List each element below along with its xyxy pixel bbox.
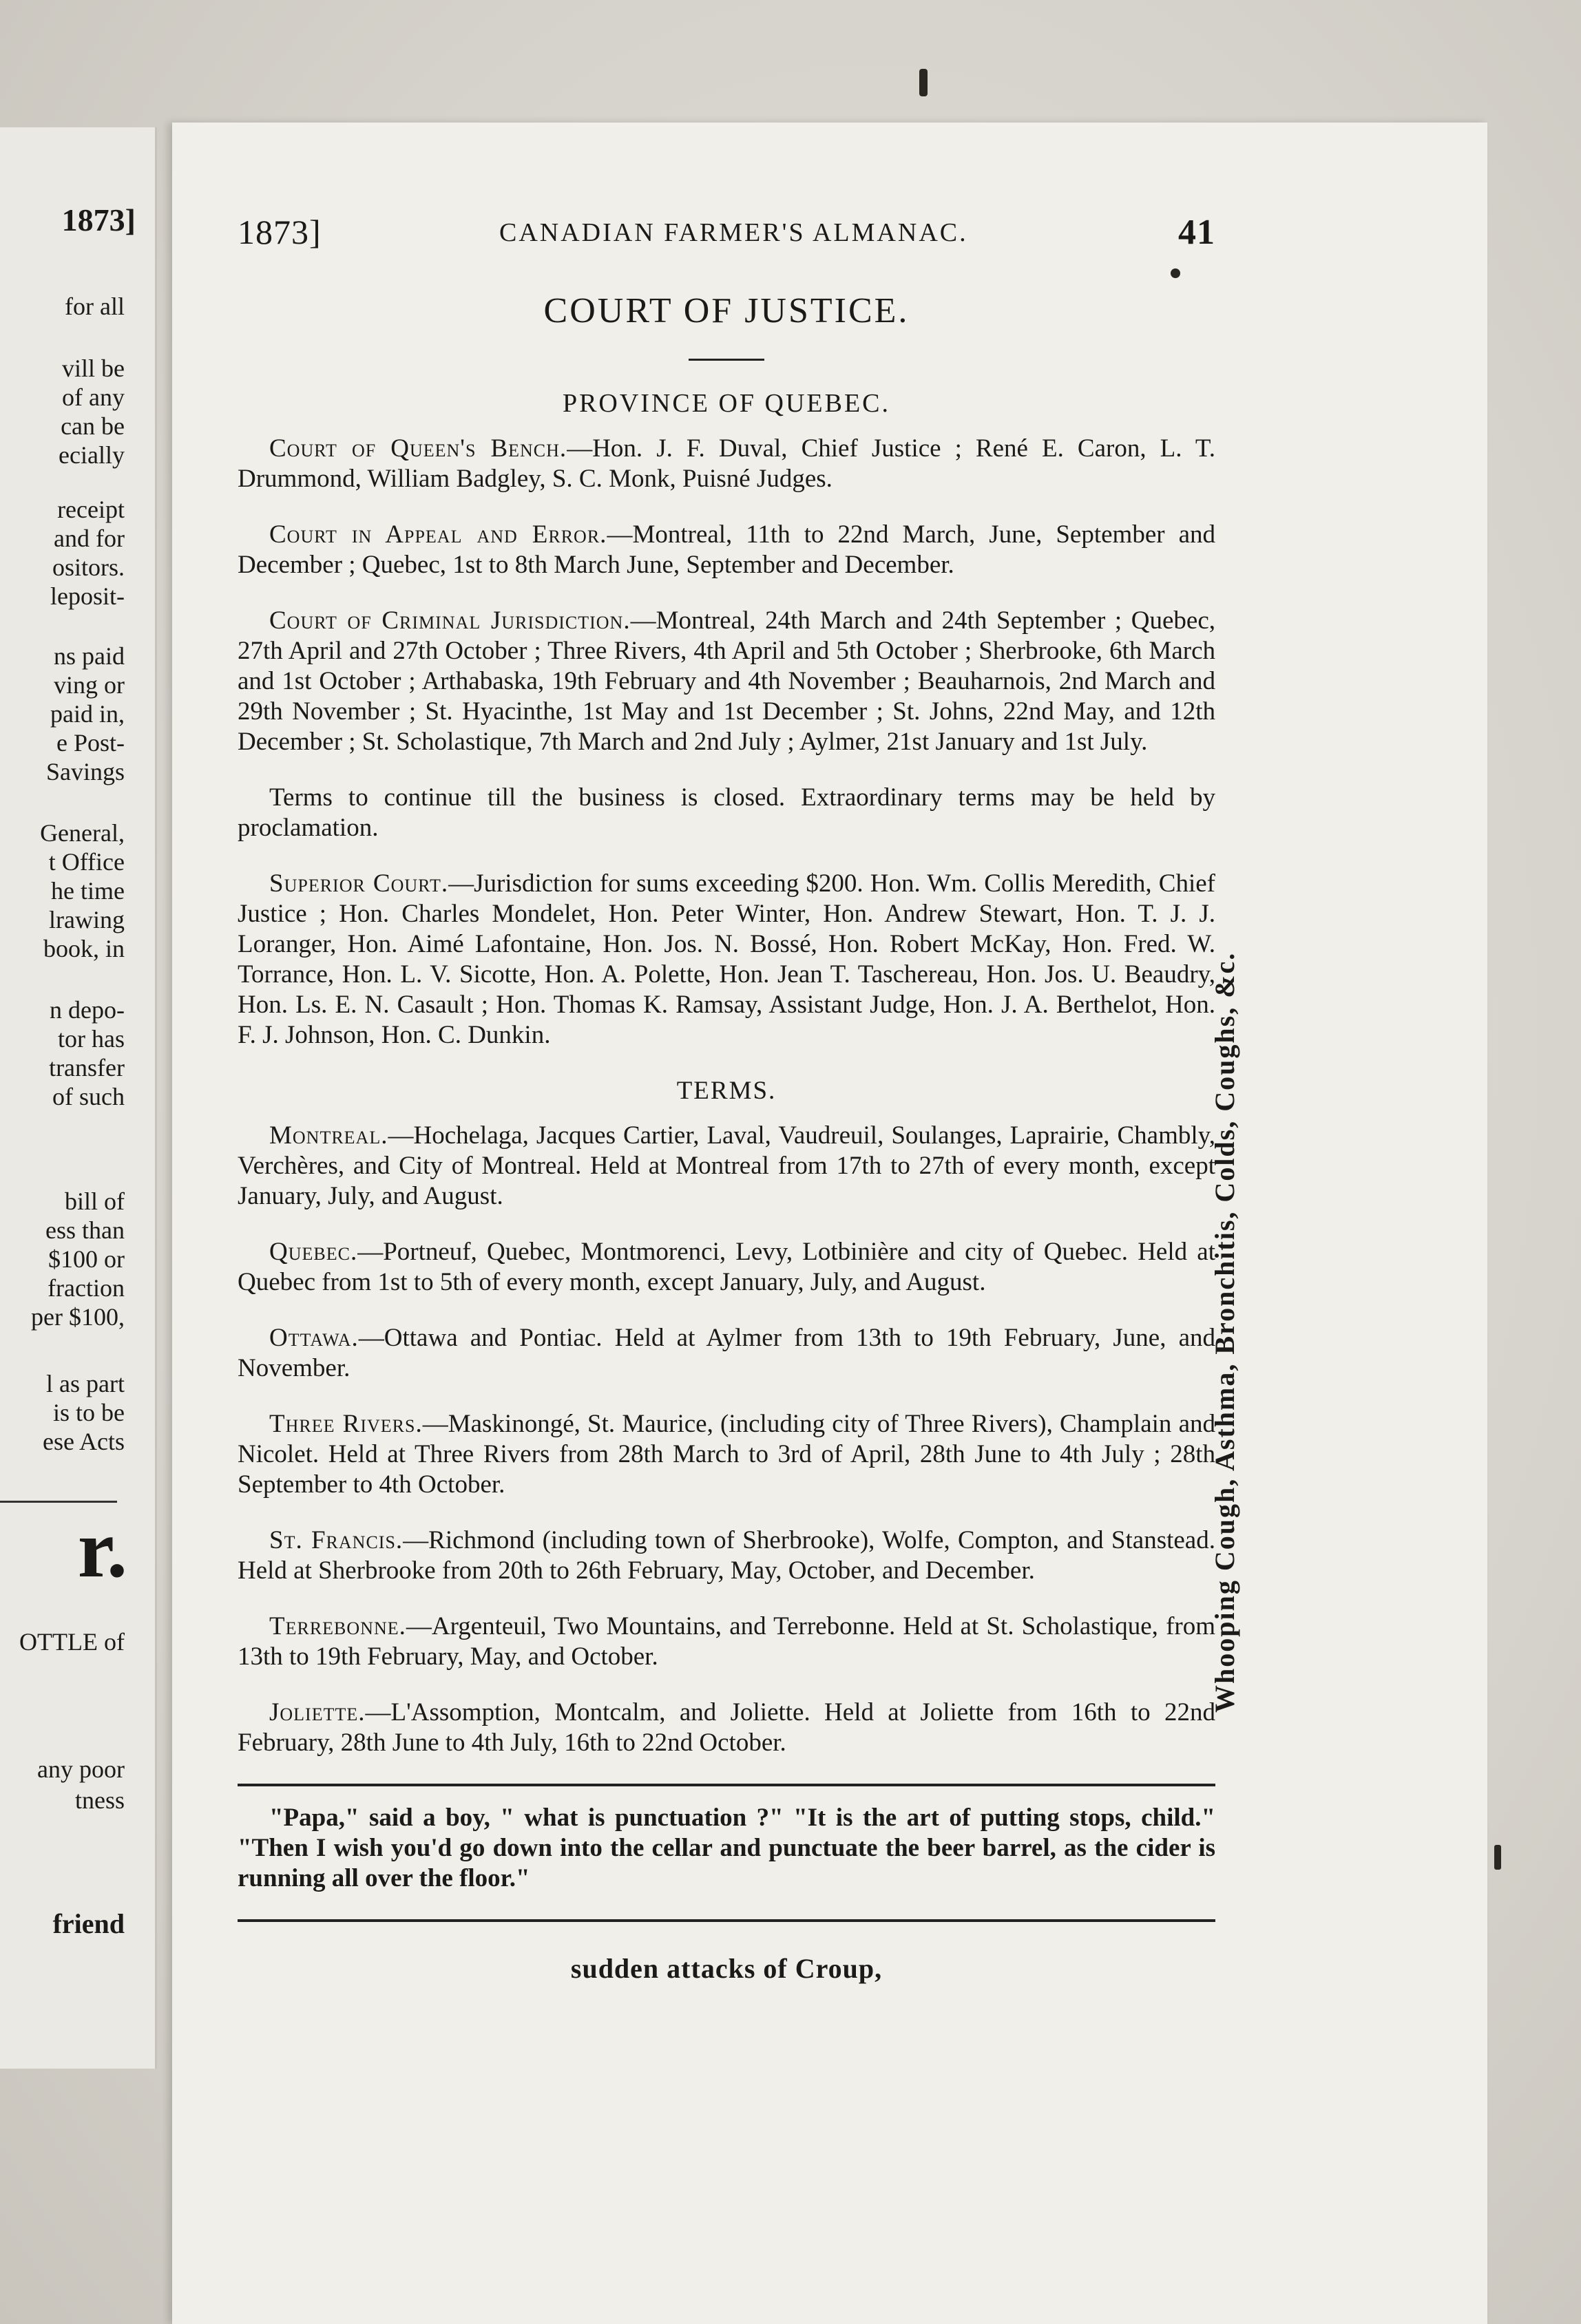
left-page-line: ecially xyxy=(59,441,125,469)
left-page-line: he time xyxy=(51,877,125,905)
court-text: —Montreal, 24th March and 24th September ; Quebec, 27th April and 27th October ; Three Rivers, 4th April and 5th October ; Sherbrooke, 6th March and 1st October ; Arthabaska, 19th February and 4th November ; Beauharnois, 2nd March and 29th November ; St. Hyacinthe, 1st May and 1st December ; St. Johns, 22nd May, and 12th December ; St. Scholastique, 7th March and 2nd July ; Aylmer, 21st January and 1st July. xyxy=(238,606,1215,756)
left-page-line: General, xyxy=(40,819,125,847)
left-page-line: ess than xyxy=(45,1216,125,1244)
term-entry-joliette xyxy=(238,1698,1215,1758)
page-content xyxy=(238,212,1215,1985)
term-text: —L'Assomption, Montcalm, and Joliette. Held at Joliette from 16th to 22nd February, 28th June to 4th July, 16th to 22nd October. xyxy=(238,1698,1215,1757)
advert-bottom-line: sudden attacks of Croup, xyxy=(570,1953,883,1984)
header-year: 1873] xyxy=(238,213,322,251)
superior-lead: Superior Court. xyxy=(269,869,449,898)
left-page-line: lrawing xyxy=(49,906,125,933)
left-page-fragment xyxy=(0,127,157,2069)
section-rule xyxy=(238,1784,1215,1786)
superior-text: —Jurisdiction for sums exceeding $200. Hon. Wm. Collis Meredith, Chief Justice ; Hon. Charles Mondelet, Hon. Peter Winter, Hon. Andrew Stewart, Hon. T. J. J. Loranger, Hon. Aimé Lafontaine, Hon. Jos. N. Bossé, Hon. Robert McKay, Hon. Fred. W. Torrance, Hon. L. V. Sicotte, Hon. A. Polette, Hon. Jean T. Taschereau, Hon. Jos. U. Beaudry, Hon. Ls. E. N. Casault ; Hon. Thomas K. Ramsay, Assistant Judge, Hon. J. A. Berthelot, Hon. F. J. Johnson, Hon. C. Dunkin. xyxy=(238,869,1215,1049)
left-page-line: is to be xyxy=(53,1399,125,1426)
left-poor-line-1: any poor xyxy=(37,1755,125,1783)
left-page-header: 1873] xyxy=(61,202,136,237)
header-title: CANADIAN FARMER'S ALMANAC. xyxy=(499,218,968,247)
left-page-line: fraction xyxy=(48,1274,125,1302)
left-page-line: book, in xyxy=(43,935,125,962)
left-page-line: Savings xyxy=(45,758,125,785)
left-page-line: and for xyxy=(54,525,125,552)
term-text: —Argenteuil, Two Mountains, and Terrebonne. Held at St. Scholastique, from 13th to 19th February, May, and October. xyxy=(238,1612,1215,1671)
term-text: —Portneuf, Quebec, Montmorenci, Levy, Lotbinière and city of Quebec. Held at Quebec from 1st to 5th of every month, except January, July, and August. xyxy=(238,1238,1215,1296)
term-entry-quebec xyxy=(238,1237,1215,1298)
term-text: —Ottawa and Pontiac. Held at Aylmer from 13th to 19th February, June, and November. xyxy=(238,1324,1215,1382)
left-page-line: vill be xyxy=(62,355,125,382)
court-entry-queens-bench xyxy=(238,434,1215,494)
page-number: 41 xyxy=(1178,213,1215,252)
court-lead: Court of Criminal Jurisdiction. xyxy=(269,606,631,635)
left-page-line: n depo- xyxy=(50,996,125,1024)
left-page-line: per $100, xyxy=(31,1303,125,1331)
court-entry-appeal xyxy=(238,520,1215,580)
left-page-line: tor has xyxy=(58,1025,125,1053)
left-page-line: ese Acts xyxy=(43,1428,125,1455)
title-rule xyxy=(689,359,764,361)
advert-rule xyxy=(238,1919,1215,1922)
left-page-line: paid in, xyxy=(50,700,125,728)
scan-blemish xyxy=(919,69,928,96)
court-text: —Hon. J. F. Duval, Chief Justice ; René E. Caron, L. T. Drummond, William Badgley, S. C. Monk, Puisné Judges. xyxy=(238,434,1216,493)
term-entry-montreal xyxy=(238,1121,1215,1212)
court-lead: Court of Queen's Bench. xyxy=(269,434,567,463)
left-page-line: ving or xyxy=(54,671,125,699)
terms-heading: TERMS. xyxy=(676,1077,777,1105)
left-page-line: can be xyxy=(61,412,125,440)
term-entry-ottawa xyxy=(238,1323,1215,1384)
continue-note: Terms to continue till the business is closed. Extraordinary terms may be held by proclamation. xyxy=(238,783,1215,842)
left-page-line: l as part xyxy=(46,1370,125,1397)
term-text: —Richmond (including town of Sherbrooke), Wolfe, Compton, and Stanstead. Held at Sherbrooke from 20th to 26th February, May, October, and December. xyxy=(238,1526,1215,1585)
term-lead: Ottawa. xyxy=(269,1324,359,1352)
scan-blemish xyxy=(1494,1845,1501,1870)
left-page-line: for all xyxy=(65,293,125,320)
left-page-line: ositors. xyxy=(52,553,125,581)
left-page-line: transfer xyxy=(49,1054,125,1081)
term-text: —Maskinongé, St. Maurice, (including city of Three Rivers), Champlain and Nicolet. Held at Three Rivers from 28th March to 3rd of April, 28th June to 4th July ; 28th September to 4th October. xyxy=(238,1410,1215,1499)
left-friend: friend xyxy=(52,1908,125,1939)
term-lead: Three Rivers. xyxy=(269,1410,423,1438)
term-entry-terrebonne xyxy=(238,1612,1215,1672)
running-header xyxy=(238,212,1215,260)
left-page-line: of such xyxy=(52,1083,125,1110)
left-ottle: OTTLE of xyxy=(19,1628,125,1656)
superior-court-entry xyxy=(238,869,1215,1050)
court-lead: Court in Appeal and Error. xyxy=(269,520,607,549)
term-lead: St. Francis. xyxy=(269,1526,404,1554)
page-title: COURT OF JUSTICE. xyxy=(543,291,910,330)
term-lead: Quebec. xyxy=(269,1238,358,1266)
scan-blemish xyxy=(1171,268,1180,278)
term-entry-three-rivers xyxy=(238,1409,1215,1500)
province-heading: PROVINCE OF QUEBEC. xyxy=(562,389,891,418)
left-page-line: receipt xyxy=(57,496,125,523)
left-page-line: bill of xyxy=(65,1187,125,1215)
left-page-line: e Post- xyxy=(56,729,125,757)
left-page-line: t Office xyxy=(48,848,125,876)
left-big-letter: r. xyxy=(77,1503,127,1594)
side-advert: Whooping Cough, Asthma, Bronchitis, Colds, Coughs, &c. xyxy=(1209,951,1240,1713)
term-entry-st-francis xyxy=(238,1525,1215,1586)
left-page-line: ns paid xyxy=(54,642,125,670)
term-lead: Terrebonne. xyxy=(269,1612,406,1640)
almanac-page xyxy=(172,123,1487,2324)
court-entry-criminal xyxy=(238,606,1215,757)
left-page-line: of any xyxy=(62,383,125,411)
term-lead: Montreal. xyxy=(269,1121,388,1150)
court-text: —Montreal, 11th to 22nd March, June, September and December ; Quebec, 1st to 8th March June, September and December. xyxy=(238,520,1215,579)
left-page-line: $100 or xyxy=(48,1245,125,1273)
left-page-line: leposit- xyxy=(50,582,125,610)
anecdote: "Papa," said a boy, " what is punctuation ?" "It is the art of putting stops, child." "Then I wish you'd go down into the cellar and punctuate the beer barrel, as the cider is running all over the floor." xyxy=(238,1804,1215,1892)
left-poor-line-2: tness xyxy=(75,1786,125,1814)
term-text: —Hochelaga, Jacques Cartier, Laval, Vaudreuil, Soulanges, Laprairie, Chambly, Verchères, and City of Montreal. Held at Montreal from 17th to 27th of every month, except January, July, and August. xyxy=(238,1121,1215,1210)
term-lead: Joliette. xyxy=(269,1698,366,1726)
